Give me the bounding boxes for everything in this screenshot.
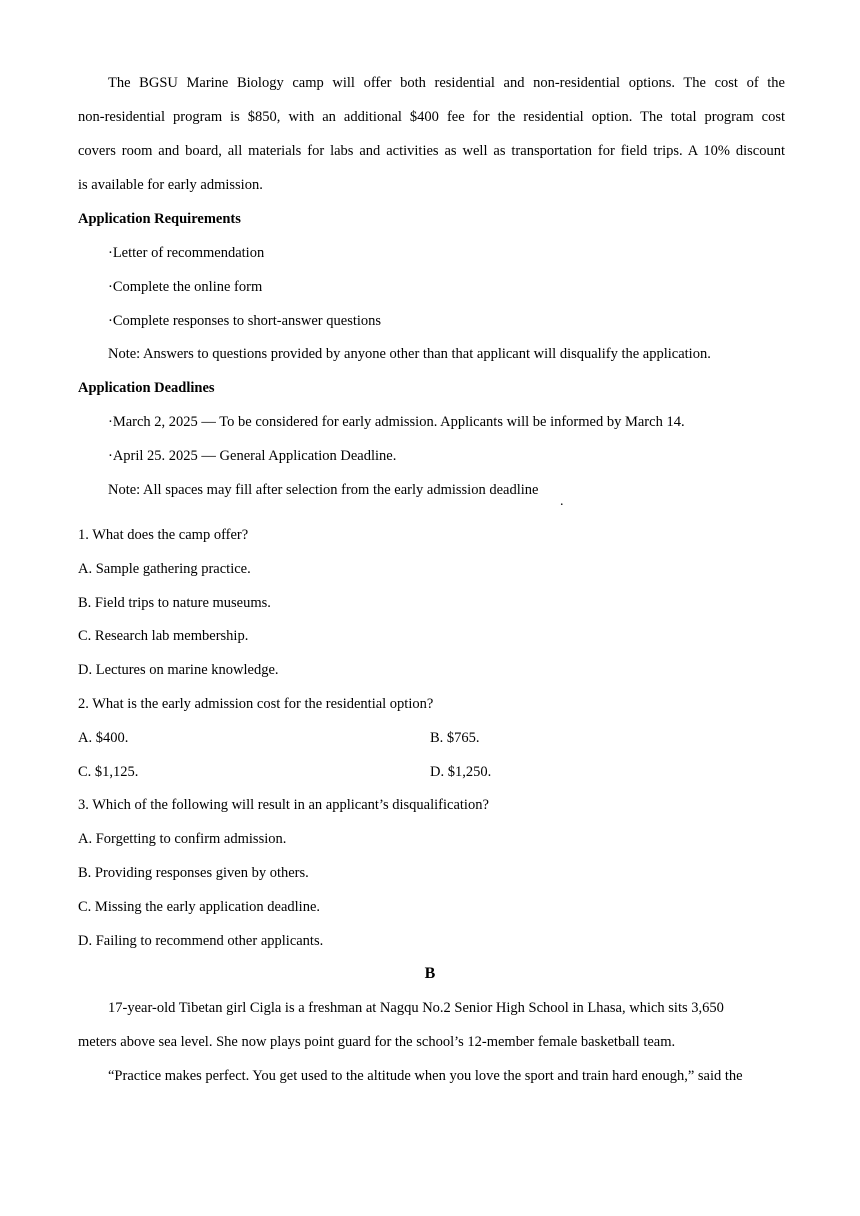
passage-b-heading: B xyxy=(424,965,436,982)
question-3-option-a: A. Forgetting to confirm admission. xyxy=(78,831,287,847)
question-2-option-b: B. $765. xyxy=(430,730,480,746)
deadline-item: ·April 25. 2025 — General Application Deadline. xyxy=(108,448,397,464)
question-2-option-a: A. $400. xyxy=(78,730,129,746)
deadlines-heading: Application Deadlines xyxy=(78,380,215,396)
deadlines-note: Note: All spaces may fill after selection from the early admission deadline xyxy=(108,482,539,498)
para-a1-line-1: The BGSU Marine Biology camp will offer both residential and non-residential options. The cost of the xyxy=(108,75,785,91)
para-a1-line-4: is available for early admission. xyxy=(78,177,263,193)
question-3-option-d: D. Failing to recommend other applicants. xyxy=(78,933,324,949)
requirement-item: ·Complete responses to short-answer questions xyxy=(108,313,382,329)
para-a1-line-2: non-residential program is $850, with an additional $400 fee for the residential option. The total program cost xyxy=(78,109,785,125)
requirements-heading: Application Requirements xyxy=(78,211,241,227)
requirement-item: ·Complete the online form xyxy=(108,279,263,295)
question-1-option-a: A. Sample gathering practice. xyxy=(78,561,251,577)
question-3-option-b: B. Providing responses given by others. xyxy=(78,865,309,881)
question-2-option-c: C. $1,125. xyxy=(78,764,139,780)
question-1-option-b: B. Field trips to nature museums. xyxy=(78,595,271,611)
question-1-stem: 1. What does the camp offer? xyxy=(78,527,249,543)
question-2-option-d: D. $1,250. xyxy=(430,764,492,780)
para-b1-line-2: meters above sea level. She now plays point guard for the school’s 12-member female basketball team. xyxy=(78,1034,676,1050)
trailing-dot: . xyxy=(560,494,564,509)
deadline-item: ·March 2, 2025 — To be considered for early admission. Applicants will be informed by March 14. xyxy=(108,414,685,430)
requirement-item: ·Letter of recommendation xyxy=(108,245,265,261)
question-1-option-d: D. Lectures on marine knowledge. xyxy=(78,662,279,678)
question-3-option-c: C. Missing the early application deadline. xyxy=(78,899,321,915)
para-a1-line-3: covers room and board, all materials for labs and activities as well as transportation for field trips. A 10% discount xyxy=(78,143,785,159)
para-b2-line-1: “Practice makes perfect. You get used to the altitude when you love the sport and train hard enough,” said the xyxy=(108,1068,743,1084)
requirements-note: Note: Answers to questions provided by anyone other than that applicant will disqualify the application. xyxy=(108,346,711,362)
para-b1-line-1: 17-year-old Tibetan girl Cigla is a freshman at Nagqu No.2 Senior High School in Lhasa, which sits 3,650 xyxy=(108,1000,724,1016)
question-3-stem: 3. Which of the following will result in an applicant’s disqualification? xyxy=(78,797,489,813)
question-1-option-c: C. Research lab membership. xyxy=(78,628,249,644)
question-2-stem: 2. What is the early admission cost for the residential option? xyxy=(78,696,434,712)
